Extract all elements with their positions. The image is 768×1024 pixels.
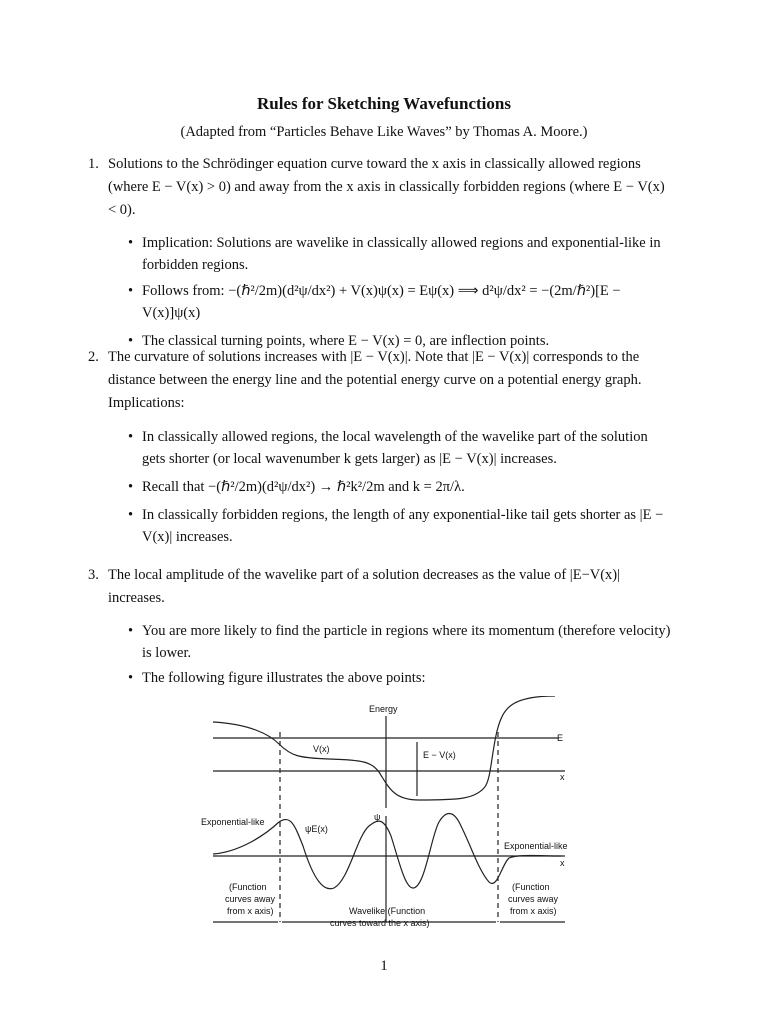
v-label: V(x) (313, 744, 330, 754)
exp-right-label: Exponential-like (504, 841, 568, 851)
rule-1 (88, 153, 670, 222)
rule-number: 3. (88, 567, 99, 583)
rule-3-bullets (128, 620, 673, 692)
energy-label: Energy (369, 704, 398, 714)
bullet: • In classically allowed regions, the local wavelength of the wavelike part of the solution gets shorter (or local wavenumber k gets larger) as |E − V(x)| increases. (128, 426, 673, 470)
left-note-1: (Function (229, 882, 267, 892)
rule-1-bullets (128, 232, 673, 355)
wavefunction-figure (199, 696, 579, 936)
wavefunction-curve (213, 814, 561, 889)
figure-svg (199, 696, 579, 936)
document-subtitle: (Adapted from “Particles Behave Like Waves” by Thomas A. Moore.) (180, 124, 588, 140)
psie-label: ψE(x) (305, 824, 328, 834)
e-label: E (557, 733, 564, 743)
rule-text: The curvature of solutions increases with |E − V(x)|. Note that |E − V(x)| corresponds to the distance between the energy line and the potential energy curve on a potential energy graph. Implications: (108, 349, 642, 411)
exp-left-label: Exponential-like (201, 817, 265, 827)
bullet: • Recall that −(ℏ²/2m)(d²ψ/dx²) → ℏ²k²/2m and k = 2π/λ. (128, 476, 673, 498)
rule-text: The local amplitude of the wavelike part of a solution decreases as the value of |E−V(x)| increases. (108, 567, 621, 606)
document-title: Rules for Sketching Wavefunctions (257, 94, 511, 113)
left-note-2: curves away (225, 894, 276, 904)
right-note-3: from x axis) (510, 906, 557, 916)
evx-label: E − V(x) (423, 750, 456, 760)
bullet: • The following figure illustrates the above points: (128, 667, 673, 689)
x-label-top: x (560, 772, 565, 782)
rule-3 (88, 564, 670, 610)
center-note-2: curves toward the x axis) (330, 918, 430, 928)
bullet: • You are more likely to find the particle in regions where its momentum (therefore velocity) is lower. (128, 620, 673, 664)
bullet: • The classical turning points, where E − V(x) = 0, are inflection points. (128, 330, 673, 352)
bullet: • Implication: Solutions are wavelike in classically allowed regions and exponential-like in forbidden regions. (128, 232, 673, 276)
page-number: 1 (380, 958, 388, 974)
x-label-bottom: x (560, 858, 565, 868)
rule-2 (88, 346, 670, 415)
bullet: • Follows from: −(ℏ²/2m)(d²ψ/dx²) + V(x)ψ(x) = Eψ(x) ⟹ d²ψ/dx² = −(2m/ℏ²)[E − V(x)]ψ(x) (128, 280, 673, 324)
rule-number: 2. (88, 349, 99, 365)
rule-text: Solutions to the Schrödinger equation curve toward the x axis in classically allowed regions (where E − V(x) > 0) and away from the x axis in classically forbidden regions (where E − V(x) < 0). (108, 156, 665, 218)
left-note-3: from x axis) (227, 906, 274, 916)
psi-label: ψ (374, 812, 381, 822)
bullet: • In classically forbidden regions, the length of any exponential-like tail gets shorter as |E − V(x)| increases. (128, 504, 673, 548)
right-note-1: (Function (512, 882, 550, 892)
right-note-2: curves away (508, 894, 559, 904)
rule-2-bullets (128, 426, 673, 551)
rule-number: 1. (88, 156, 99, 172)
center-note-1: Wavelike (Function (349, 906, 426, 916)
